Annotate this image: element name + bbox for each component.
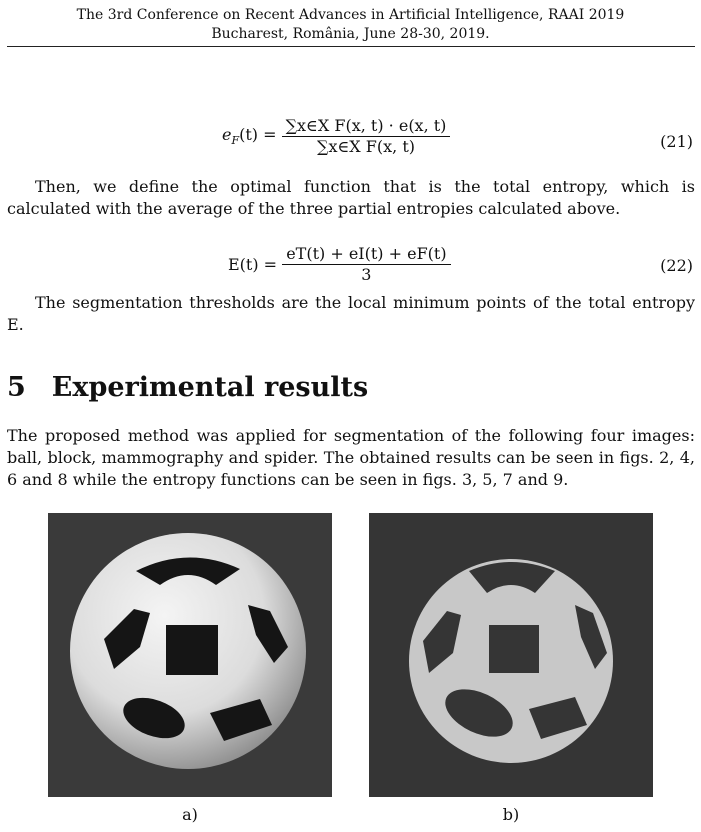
section-number: 5 <box>7 372 26 403</box>
figure-caption-b: b) <box>502 805 520 824</box>
paragraph-total-entropy: Then, we define the optimal function that is the total entropy, which is calculated with the average of the three partial entropies calculated above. <box>7 177 695 218</box>
eq21-numerator: ∑x∈X F(x, t) · e(x, t) <box>282 116 451 137</box>
equation-22 <box>228 244 451 285</box>
figure-ball-original <box>48 513 332 797</box>
header-line-2: Bucharest, România, June 28-30, 2019. <box>211 26 490 42</box>
figure-caption-a: a) <box>182 805 198 824</box>
eq21-lhs: e <box>222 125 232 145</box>
paragraph-thresholds: The segmentation thresholds are the local minimum points of the total entropy E. <box>7 293 695 334</box>
eq22-numerator: eT(t) + eI(t) + eF(t) <box>282 244 450 265</box>
seg-hole-center <box>489 625 539 673</box>
eq21-fraction <box>282 116 451 157</box>
eq22-fraction <box>282 244 450 285</box>
ball-hole-center <box>166 625 218 675</box>
running-header <box>0 6 701 44</box>
header-line-1: The 3rd Conference on Recent Advances in Artificial Intelligence, RAAI 2019 <box>76 7 625 23</box>
equation-21 <box>222 116 450 157</box>
paragraph-experimental: The proposed method was applied for segmentation of the following four images: ball, block, mammography and spider. The obtained results can be seen in figs. 2, 4, 6 and 8 while the entropy functions can be seen in figs. 3, 5, 7 and 9. <box>7 426 695 489</box>
header-rule <box>7 46 695 47</box>
eq22-denominator: 3 <box>361 265 372 284</box>
section-title: Experimental results <box>51 372 369 403</box>
section-heading <box>7 372 368 403</box>
eq21-lhs-sub: F <box>231 134 240 148</box>
equation-21-number: (21) <box>660 132 693 151</box>
ball-original-image <box>48 513 332 797</box>
eq21-denominator: ∑x∈X F(x, t) <box>317 137 415 156</box>
eq22-lhs: E(t) = <box>228 255 278 274</box>
equation-22-number: (22) <box>660 256 693 275</box>
figure-ball-segmented <box>369 513 653 797</box>
eq21-lhs-arg: (t) = <box>239 125 277 145</box>
ball-segmented-image <box>369 513 653 797</box>
